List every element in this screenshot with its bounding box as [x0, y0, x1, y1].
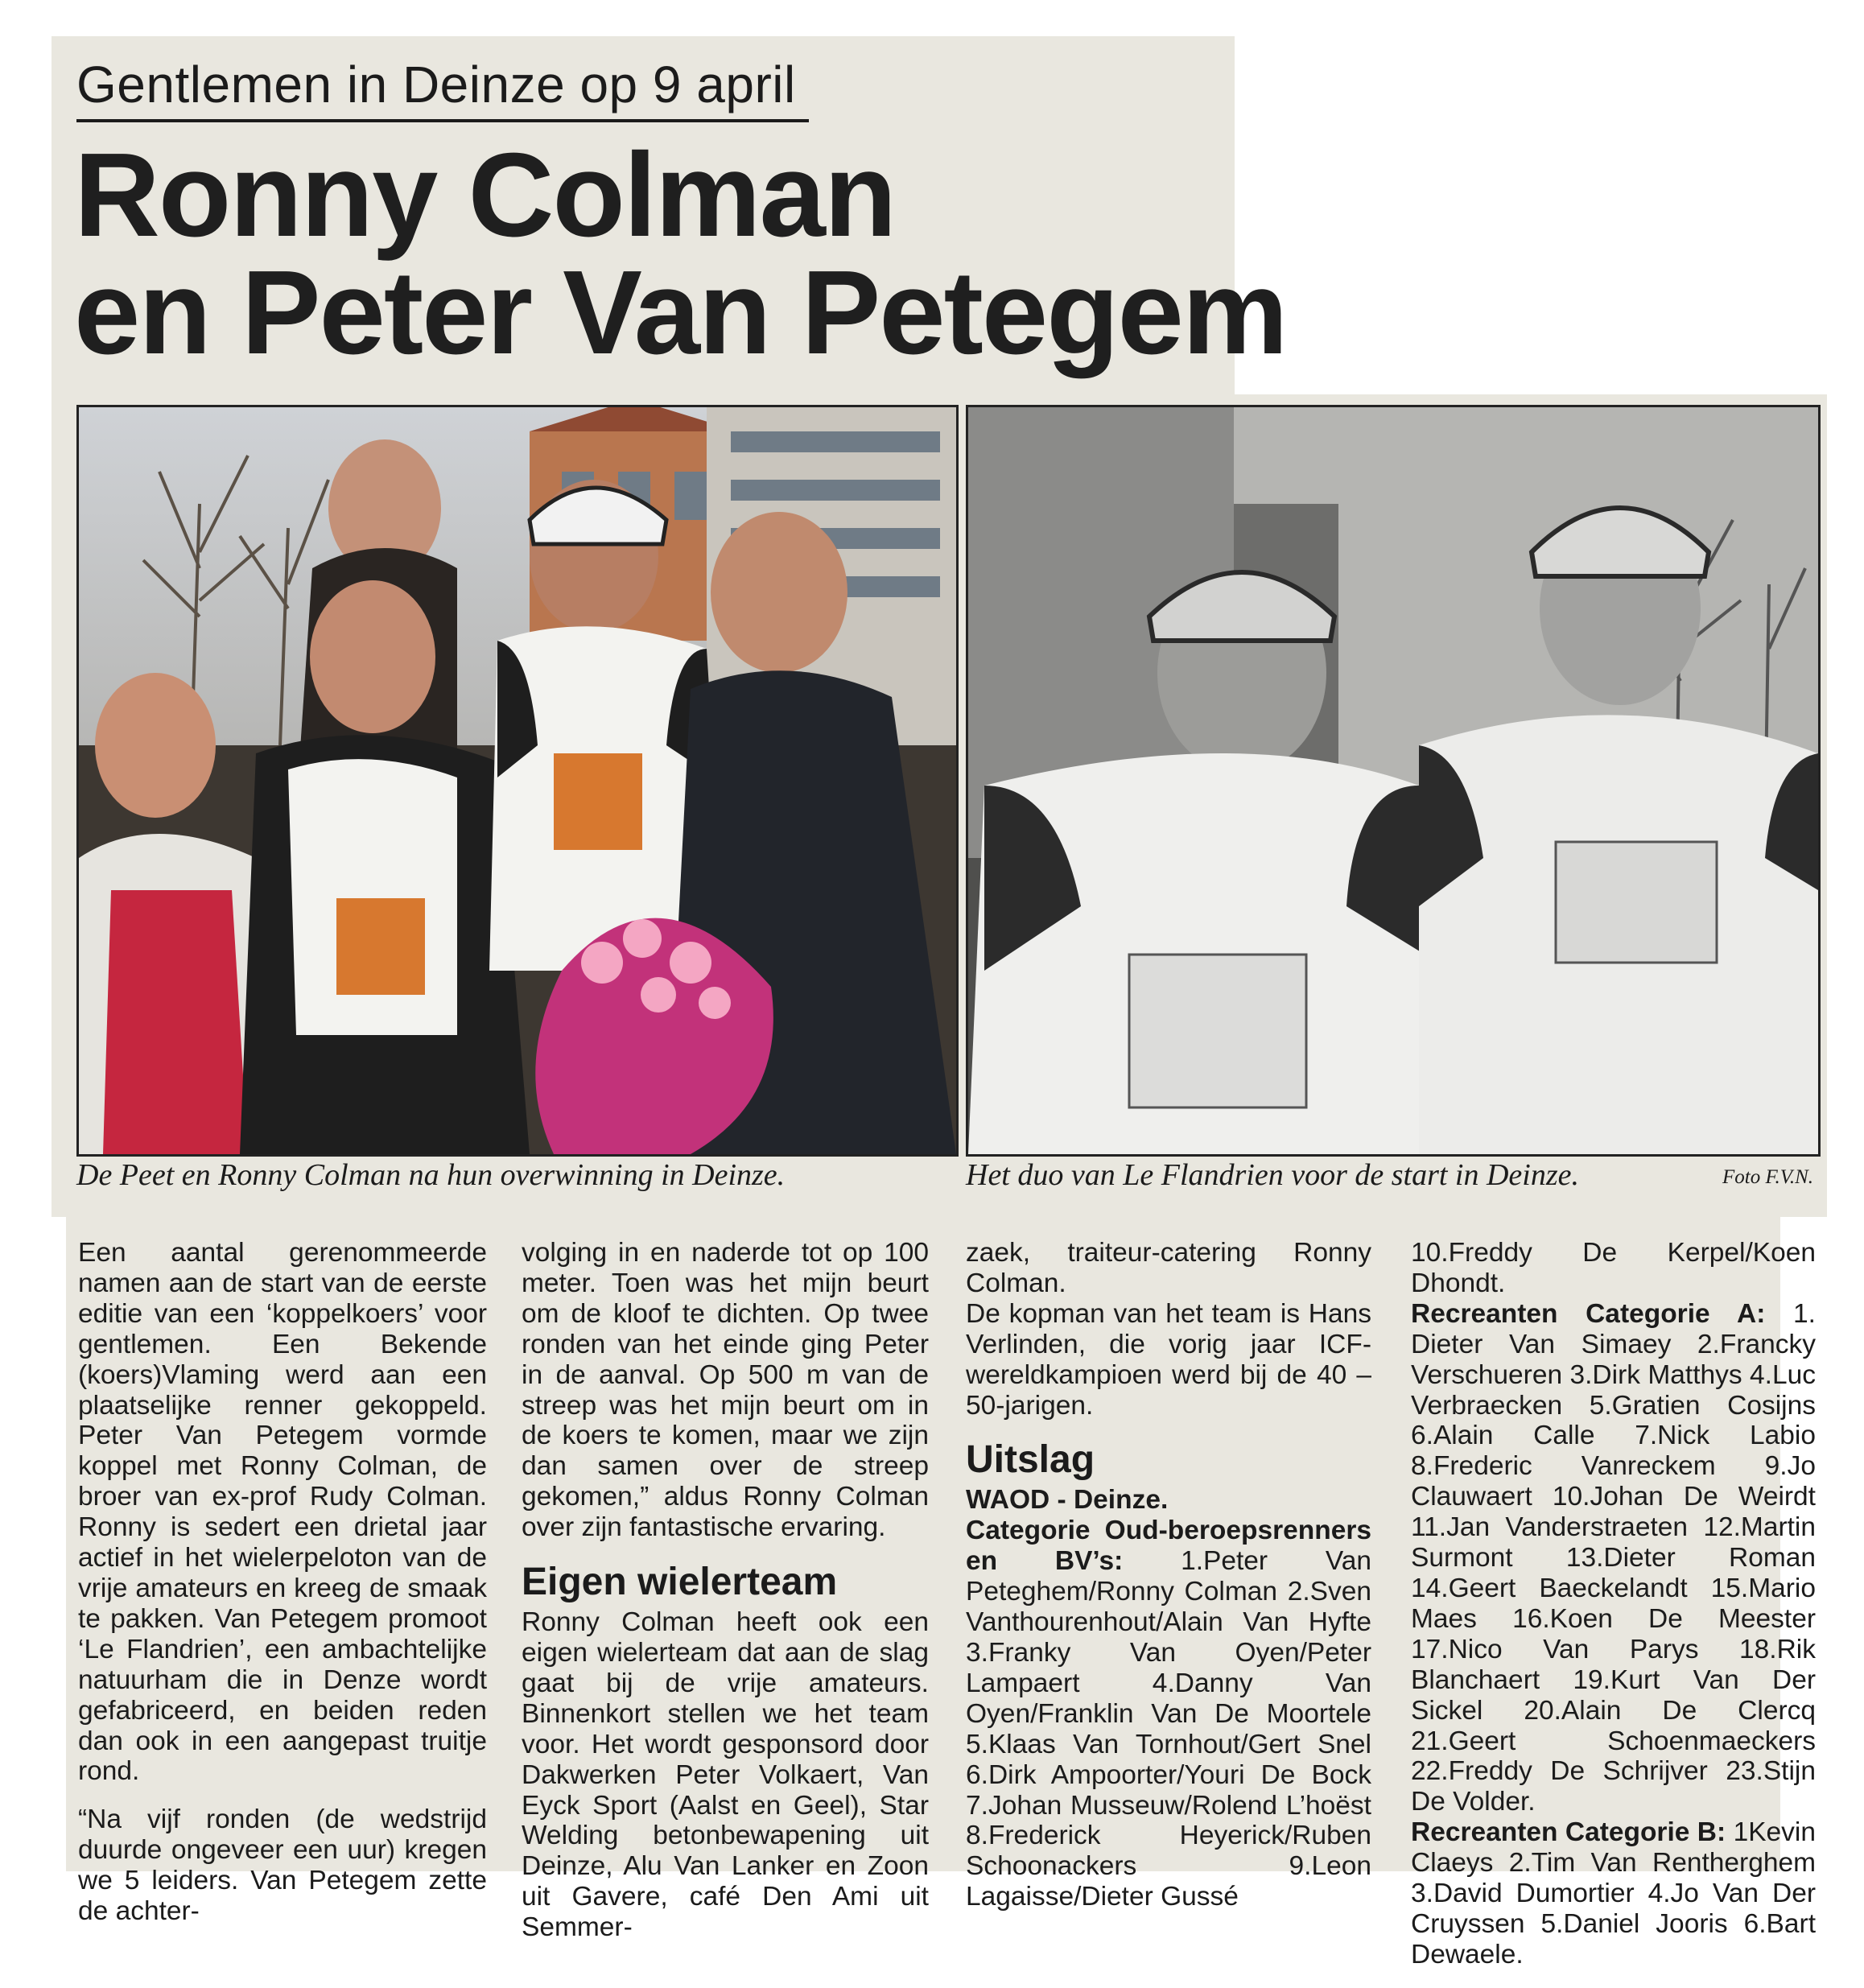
results-category-a: [1411, 1299, 1816, 1817]
results-category-oud-beroeps-continued: 10.Freddy De Kerpel/Koen Dhondt.: [1411, 1238, 1816, 1298]
results-category-label: Categorie Oud-beroepsrenners en BV’s:: [966, 1516, 1371, 1577]
results-category-oud-beroeps: Categorie Oud-beroepsrenners en BV’s: 1.Peter Van Peteghem/Ronny Colman 2.Sven Vanthourenhout/Alain Van Hyfte 3.Franky Van Oyen/Peter Lampaert 4.Danny Van Oyen/Franklin Van De Moortele 5.Klaas Van Tornhout/Gert Snel 6.Dirk Ampoorter/Youri De Bock 7.Johan Musseuw/Rolend L’hoëst 8.Frederick Heyerick/Ruben Schoonackers 9.Leon Lagaisse/Dieter Gussé: [966, 1516, 1371, 1912]
article-column-3: [966, 1238, 1371, 1930]
article-column-4: [1411, 1238, 1816, 1988]
article-column-1: [78, 1238, 487, 1945]
headline-line-1: Ronny Colman: [74, 129, 896, 262]
headline: [74, 129, 1287, 379]
photo-caption-left: De Peet en Ronny Colman na hun overwinning in Deinze.: [76, 1158, 786, 1192]
photo-podium: [76, 405, 959, 1157]
subheading-uitslag: Uitslag: [966, 1438, 1095, 1482]
photo-podium-illustration: [79, 407, 956, 1154]
paragraph-kopman: De kopman van het team is Hans Verlinden, die vorig jaar ICF-wereldkampioen werd bij de 40 – 50-jarigen.: [966, 1298, 1371, 1421]
paragraph-quote: “Na vijf ronden (de wedstrijd duurde ongeveer een uur) kregen we 5 leiders. Van Petegem zette de achter-: [78, 1804, 487, 1927]
paragraph-quote-continued: volging in en naderde tot op 100 meter. Toen was het mijn beurt om de kloof te dichten. Op twee ronden van het einde ging Peter in de aanval. Op 500 m van de streep was het mijn beurt om in de koers te komen, maar we zijn dan samen over de streep gekomen,” aldus Ronny Colman over zijn fantastische ervaring.: [522, 1238, 929, 1543]
subheading-team: Eigen wielerteam: [522, 1561, 838, 1604]
results-category-b-list: 1Kevin Claeys 2.Tim Van Rentherghem 3.David Dumortier 4.Jo Van Der Cruyssen 5.Daniel Jooris 6.Bart Dewaele.: [1411, 1817, 1816, 1969]
results-category-b: [1411, 1817, 1816, 1970]
photo-caption-right: Het duo van Le Flandrien voor de start in Deinze.: [966, 1158, 1580, 1192]
kicker: Gentlemen in Deinze op 9 april: [76, 56, 796, 113]
photo-credit: Foto F.V.N.: [1722, 1166, 1813, 1188]
kicker-rule: [76, 119, 809, 122]
photo-start: [966, 405, 1821, 1157]
paragraph-team-continued: zaek, traiteur-catering Ronny Colman.: [966, 1238, 1371, 1298]
race-name: WAOD - Deinze.: [966, 1485, 1169, 1516]
paragraph-team: Ronny Colman heeft ook een eigen wielerteam dat aan de slag gaat bij de vrije amateurs. Binnenkort stellen we het team voor. Het wordt gesponsord door Dakwerken Peter Volkaert, Van Eyck Sport (Aalst en Geel), Star Welding betonbewapening uit Deinze, Alu Van Lanker en Zoon uit Gavere, café Den Ami uit Semmer-: [522, 1607, 929, 1943]
results-category-a-list: 1. Dieter Van Simaey 2.Francky Verschueren 3.Dirk Matthys 4.Luc Verbraecken 5.Gratien Cosijns 6.Alain Calle 7.Nick Labio 8.Frederic Vanreckem 9.Jo Clauwaert 10.Johan De Weirdt 11.Jan Vanderstraeten 12.Martin Surmont 13.Dieter Roman 14.Geert Baeckelandt 15.Mario Maes 16.Koen De Meester 17.Nico Van Parys 18.Rik Blanchaert 19.Kurt Van Der Sickel 20.Alain De Clercq 21.Geert Schoenmaeckers 22.Freddy De Schrijver 23.Stijn De Volder.: [1411, 1298, 1816, 1817]
article-column-2: [522, 1238, 929, 1961]
results-category-label: Recreanten Categorie B:: [1411, 1817, 1726, 1848]
headline-line-2: en Peter Van Petegem: [74, 246, 1287, 379]
paragraph-intro: Een aantal gerenommeerde namen aan de start van de eerste editie van een ‘koppelkoers’ voor gentlemen. Een Bekende (koers)Vlaming werd aan een plaatselijke renner gekoppeld. Peter Van Petegem vormde koppel met Ronny Colman, de broer van ex-prof Rudy Colman. Ronny is sedert een drietal jaar actief in het wielerpeloton van de vrije amateurs en kreeg de smaak te pakken. Van Petegem promoot ‘Le Flandrien’, een ambachtelijke natuurham die in Denze wordt gefabriceerd, en beiden reden dan ook in een aangepast truitje rond.: [78, 1238, 487, 1787]
results-category-label: Recreanten Categorie A:: [1411, 1298, 1766, 1329]
photo-start-illustration: [968, 407, 1818, 1154]
